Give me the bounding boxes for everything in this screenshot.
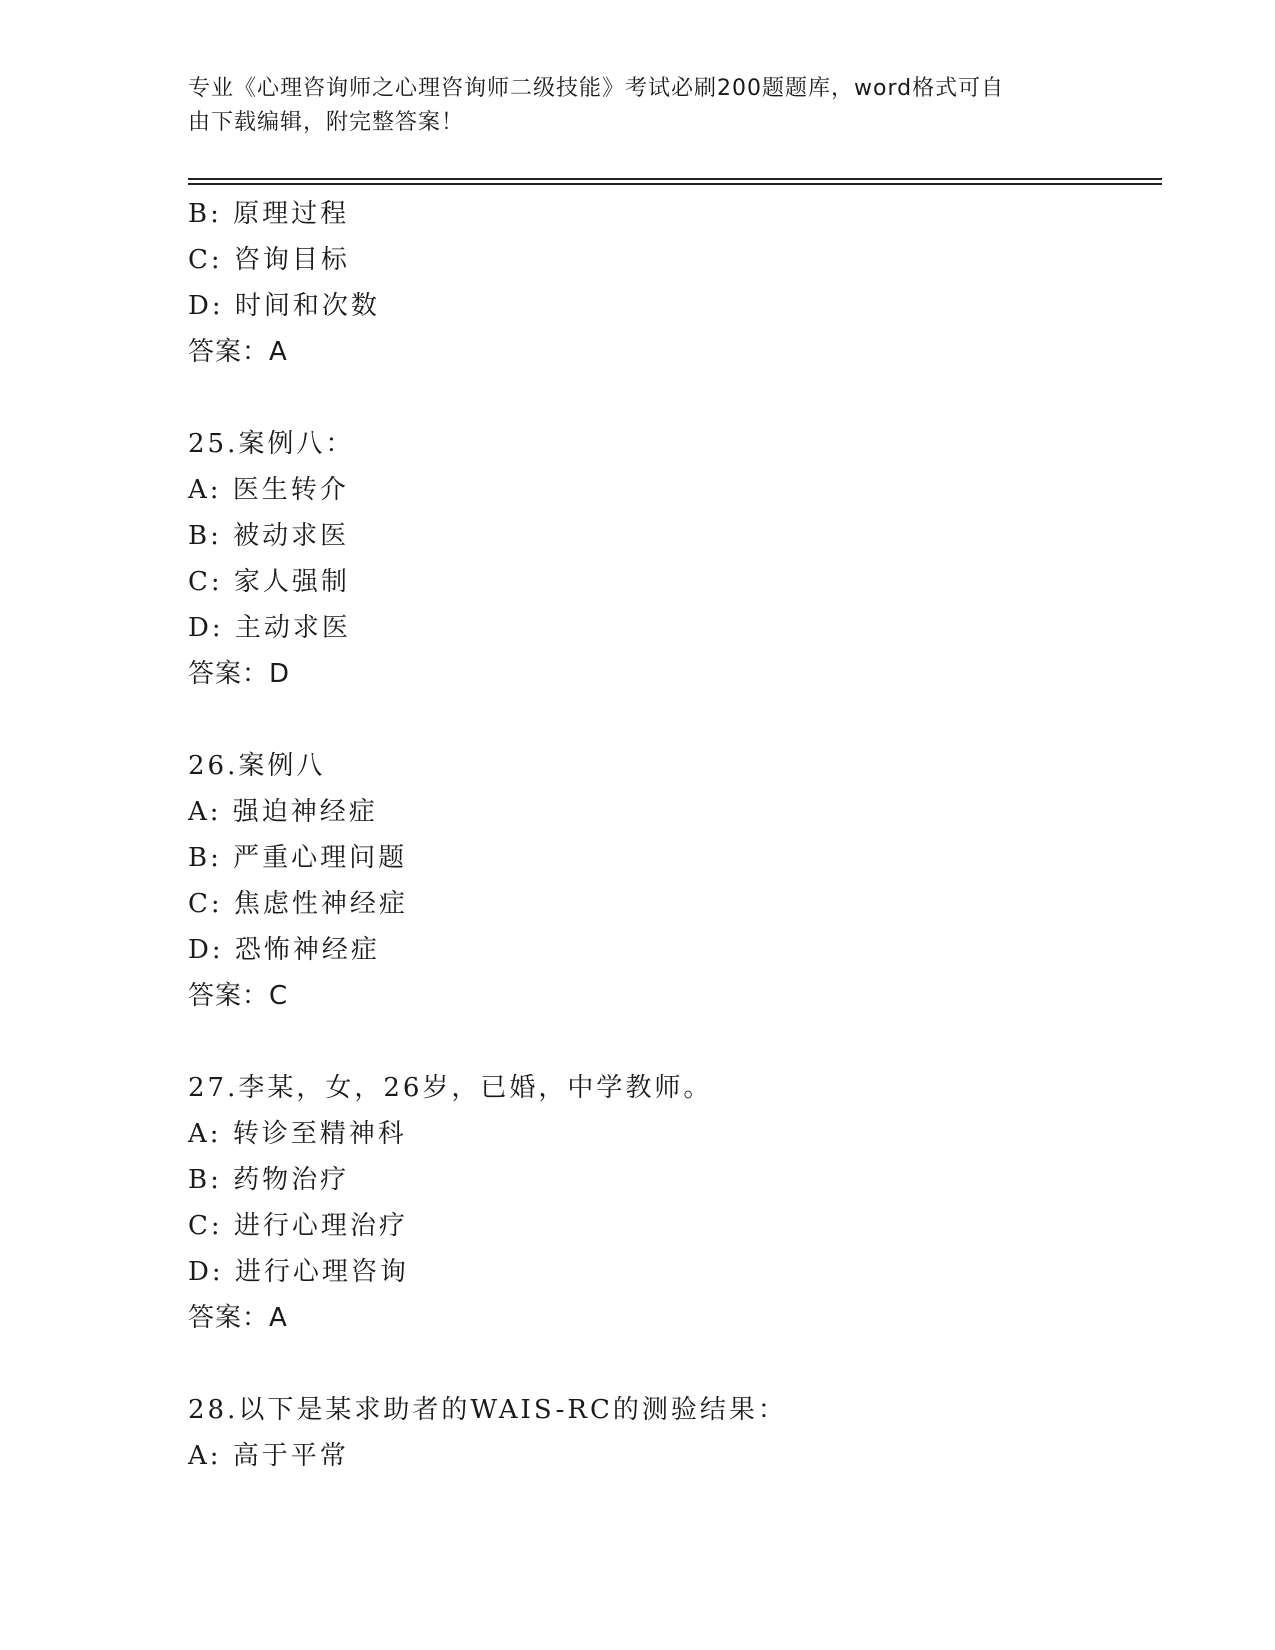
header-line-1: 专业《心理咨询师之心理咨询师二级技能》考试必刷200题题库，word格式可自: [188, 76, 1005, 101]
partial-question: [188, 191, 1148, 375]
question-title: 25.案例八：: [188, 429, 355, 459]
option-b: B: 药物治疗: [188, 1165, 350, 1195]
header-rule-bottom: [188, 183, 1162, 185]
option-c: C: 家人强制: [188, 567, 350, 597]
option-b: B: 原理过程: [188, 199, 350, 229]
question-body: [188, 191, 1148, 1479]
option-a: A: 医生转介: [188, 475, 349, 505]
spacer: [188, 375, 1148, 421]
option-a: A: 转诊至精神科: [188, 1119, 407, 1149]
answer: 答案：C: [188, 981, 289, 1011]
header-rule-top: [188, 178, 1162, 180]
option-a: A: 强迫神经症: [188, 797, 378, 827]
option-c: C: 焦虑性神经症: [188, 889, 408, 919]
question-26: [188, 743, 1148, 1019]
spacer: [188, 697, 1148, 743]
option-d: D: 时间和次数: [188, 291, 380, 321]
question-title: 26.案例八: [188, 751, 326, 781]
document-header: [188, 72, 1068, 140]
question-25: [188, 421, 1148, 697]
question-28: [188, 1387, 1148, 1479]
spacer: [188, 1341, 1148, 1387]
header-line-2: 由下载编辑，附完整答案！: [188, 110, 465, 135]
question-27: [188, 1065, 1148, 1341]
question-title: 27.李某，女，26岁，已婚，中学教师。: [188, 1073, 713, 1103]
option-b: B: 被动求医: [188, 521, 350, 551]
question-title: 28.以下是某求助者的WAIS-RC的测验结果：: [188, 1395, 787, 1425]
answer: 答案：D: [188, 659, 291, 689]
option-d: D: 恐怖神经症: [188, 935, 380, 965]
option-c: C: 咨询目标: [188, 245, 350, 275]
option-a: A: 高于平常: [188, 1441, 349, 1471]
answer: 答案：A: [188, 337, 288, 367]
spacer: [188, 1019, 1148, 1065]
option-b: B: 严重心理问题: [188, 843, 408, 873]
answer: 答案：A: [188, 1303, 288, 1333]
option-c: C: 进行心理治疗: [188, 1211, 408, 1241]
option-d: D: 进行心理咨询: [188, 1257, 409, 1287]
option-d: D: 主动求医: [188, 613, 351, 643]
